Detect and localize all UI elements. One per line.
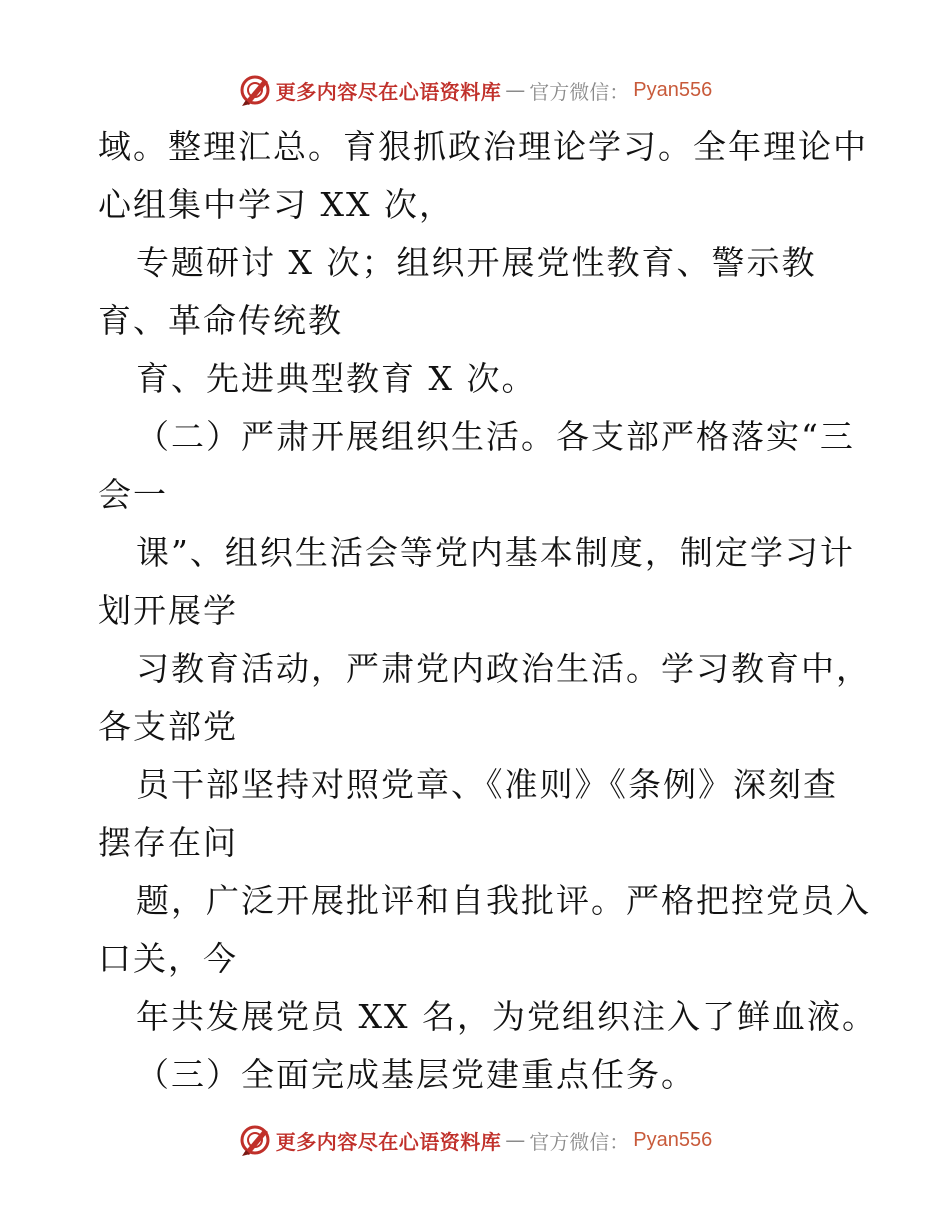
watermark-contact-id: Pyan556 — [633, 78, 713, 101]
watermark-separator: — — [505, 1128, 526, 1152]
text-line: （三）全面完成基层党建重点任务。 — [136, 1055, 696, 1094]
text-line: 域。整理汇总。育狠抓政治理论学习。全年理论中 — [98, 127, 868, 166]
watermark-site-text: 更多内容尽在心语资料库 — [275, 1129, 502, 1154]
text-line: 划开展学 — [98, 591, 238, 630]
footer-watermark — [0, 1120, 950, 1160]
text-line: 育、革命传统教 — [98, 301, 343, 340]
text-line: 习教育活动，严肃党内政治生活。学习教育中， — [136, 649, 871, 688]
text-line: 题，广泛开展批评和自我批评。严格把控党员入 — [136, 881, 871, 920]
text-line: 各支部党 — [98, 707, 238, 746]
pen-circle-logo-icon — [238, 1123, 272, 1157]
watermark-contact-label: 官方微信： — [529, 79, 630, 104]
watermark-inner — [238, 73, 712, 107]
watermark-contact-id: Pyan556 — [633, 1128, 713, 1151]
watermark-inner — [238, 1123, 712, 1157]
watermark-site-text: 更多内容尽在心语资料库 — [275, 79, 502, 104]
pen-circle-logo-icon — [238, 73, 272, 107]
text-line: 会一 — [98, 475, 168, 514]
text-line: 课”、组织生活会等党内基本制度，制定学习计 — [136, 533, 855, 572]
text-line: 心组集中学习 XX 次， — [98, 185, 454, 224]
text-line: 员干部坚持对照党章、《准则》《条例》深刻查 — [136, 765, 838, 804]
text-line: 专题研讨 X 次；组织开展党性教育、警示教 — [136, 243, 817, 282]
text-line: 年共发展党员 XX 名，为党组织注入了鲜血液。 — [136, 997, 877, 1036]
text-line: 口关，今 — [98, 939, 238, 978]
text-line: （二）严肃开展组织生活。各支部严格落实“三 — [136, 417, 855, 456]
text-line: 育、先进典型教育 X 次。 — [136, 359, 537, 398]
watermark-contact-label: 官方微信： — [529, 1129, 630, 1154]
watermark-separator: — — [505, 78, 526, 102]
header-watermark — [0, 70, 950, 110]
document-body — [98, 118, 877, 1104]
text-line: 摆存在问 — [98, 823, 238, 862]
